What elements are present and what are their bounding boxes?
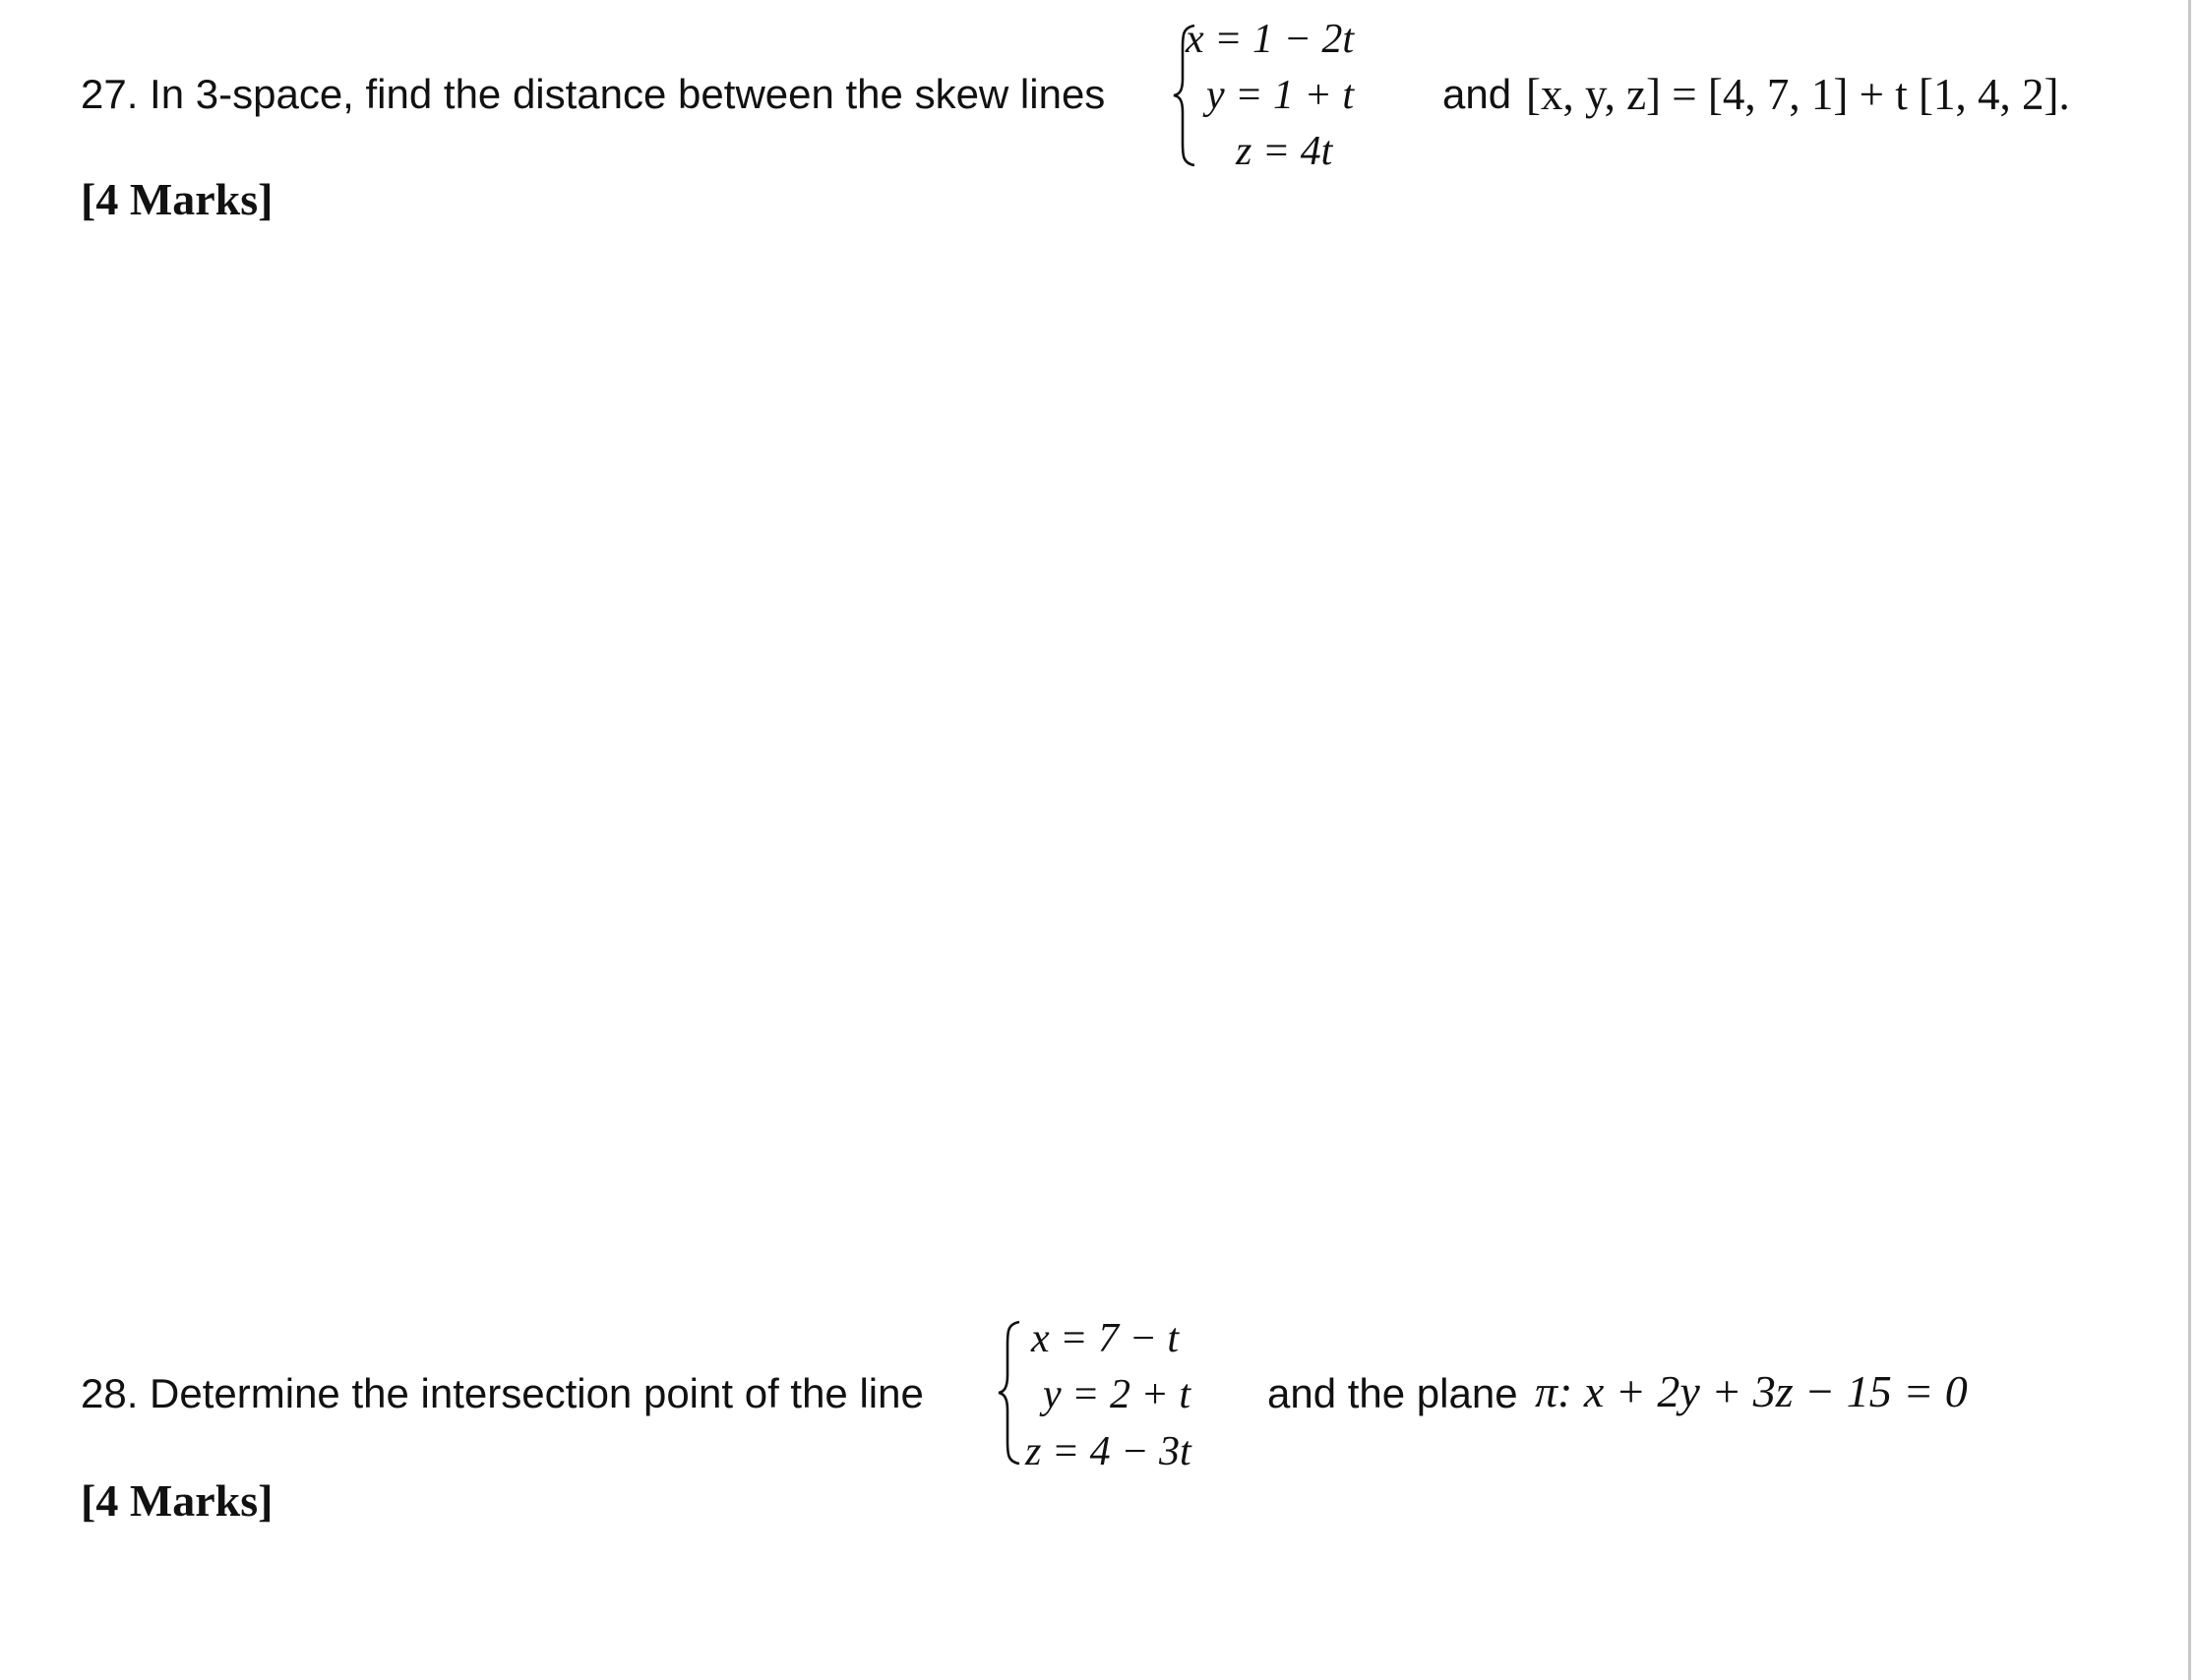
- q27-vector-equation: [x, y, z] = [4, 7, 1] + t [1, 4, 2].: [1526, 70, 2070, 119]
- q27-equation-x: x = 1 − 2t: [1186, 17, 1354, 62]
- q28-marks: [4 Marks]: [81, 1475, 274, 1526]
- q27-equation-y: y = 1 + t: [1206, 73, 1354, 118]
- q28-equation-x: x = 7 − t: [1031, 1316, 1179, 1361]
- q28-left-brace: [996, 1318, 1025, 1468]
- q28-equation-y: y = 2 + t: [1043, 1372, 1190, 1417]
- q28-plane-equation: π: x + 2y + 3z − 15 = 0: [1535, 1366, 1968, 1416]
- q28-prompt: 28. Determine the intersection point of the line: [81, 1370, 924, 1416]
- q27-marks: [4 Marks]: [81, 174, 274, 224]
- q27-and-label: and: [1442, 71, 1512, 117]
- q27-equation-z: z = 4t: [1236, 129, 1333, 174]
- page-edge-divider: [2188, 0, 2191, 1680]
- q28-equation-z: z = 4 − 3t: [1025, 1429, 1191, 1474]
- q27-prompt: 27. In 3-space, find the distance between the skew lines: [81, 71, 1106, 117]
- q28-and-plane-label: and the plane: [1267, 1370, 1518, 1416]
